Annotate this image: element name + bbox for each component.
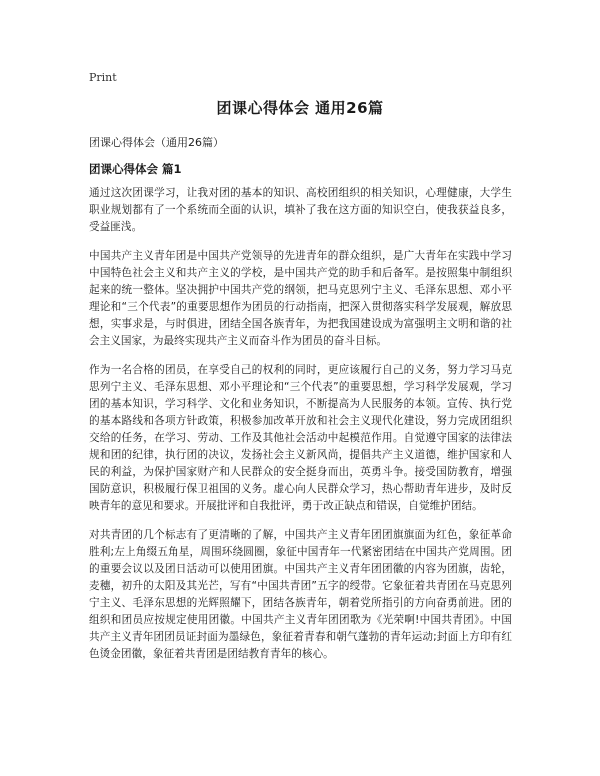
document-title: 团课心得体会 通用26篇	[216, 99, 384, 117]
paragraph-4: 对共青团的几个标志有了更清晰的了解，中国共产主义青年团团旗旗面为红色，象征革命胜利;左上角缀五角星，周围环绕圆圈，象征中国青年一代紧密团结在中国共产党周围。团的重要会议以及团日活动可以使用团旗。中国共产主义青年团团徽的内容为团旗，齿轮，麦穗，初升的太阳及其光芒，写有“中国共青团”五字的绶带。它象征着共青团在马克思列宁主义、毛泽东思想的光辉照耀下，团结各族青年，朝着党所指引的方向奋勇前进。团的组织和团员应按规定使用团徽。中国共产主义青年团团歌为《光荣啊!中国共青团》。中国共产主义青年团团员证封面为墨绿色，象征着青春和朝气蓬勃的青年运动;封面上方印有红色烫金团徽，象征着共青团是团结教育青年的核心。	[89, 529, 512, 660]
section-heading: 团课心得体会 篇1	[89, 162, 182, 176]
print-link[interactable]: Print	[89, 71, 117, 84]
paragraph-2: 中国共产主义青年团是中国共产党领导的先进青年的群众组织，是广大青年在实践中学习中国特色社会主义和共产主义的学校，是中国共产党的助手和后备军。是按照集中制组织起来的统一整体。坚决拥护中国共产党的纲领，把马克思列宁主义、毛泽东思想、邓小平理论和“三个代表”的重要思想作为团员的行动指南，把深入贯彻落实科学发展观，解放思想，实事求是，与时俱进，团结全国各族青年，为把我国建设成为富强明主文明和谐的社会主义国家，为最终实现共产主义而奋斗作为团员的奋斗目标。	[89, 250, 512, 347]
paragraph-3: 作为一名合格的团员，在享受自己的权利的同时，更应该履行自己的义务，努力学习马克思列宁主义、毛泽东思想、邓小平理论和“三个代表”的重要思想，学习科学发展观，学习团的基本知识，学习科学、文化和业务知识，不断提高为人民服务的本领。宣传、执行党的基本路线和各项方针政策，积极参加改革开放和社会主义现代化建设，努力完成团组织交给的任务，在学习、劳动、工作及其他社会活动中起模范作用。自觉遵守国家的法律法规和团的纪律，执行团的决议，发扬社会主义新风尚，提倡共产主义道德，维护国家和人民的利益，为保护国家财产和人民群众的安全挺身而出，英勇斗争。接受国防教育，增强国防意识，积极履行保卫祖国的义务。虚心向人民群众学习，热心帮助青年进步，及时反映青年的意见和要求。开展批评和自我批评，勇于改正缺点和错误，自觉维护团结。	[89, 364, 512, 512]
paragraph-1: 通过这次团课学习，让我对团的基本的知识、高校团组织的相关知识，心理健康，大学生职业规划都有了一个系统而全面的认识，填补了我在这方面的知识空白，使我获益良多，受益匪浅。	[89, 187, 512, 233]
document-body	[89, 185, 512, 675]
document-subtitle: 团课心得体会（通用26篇）	[89, 136, 224, 149]
